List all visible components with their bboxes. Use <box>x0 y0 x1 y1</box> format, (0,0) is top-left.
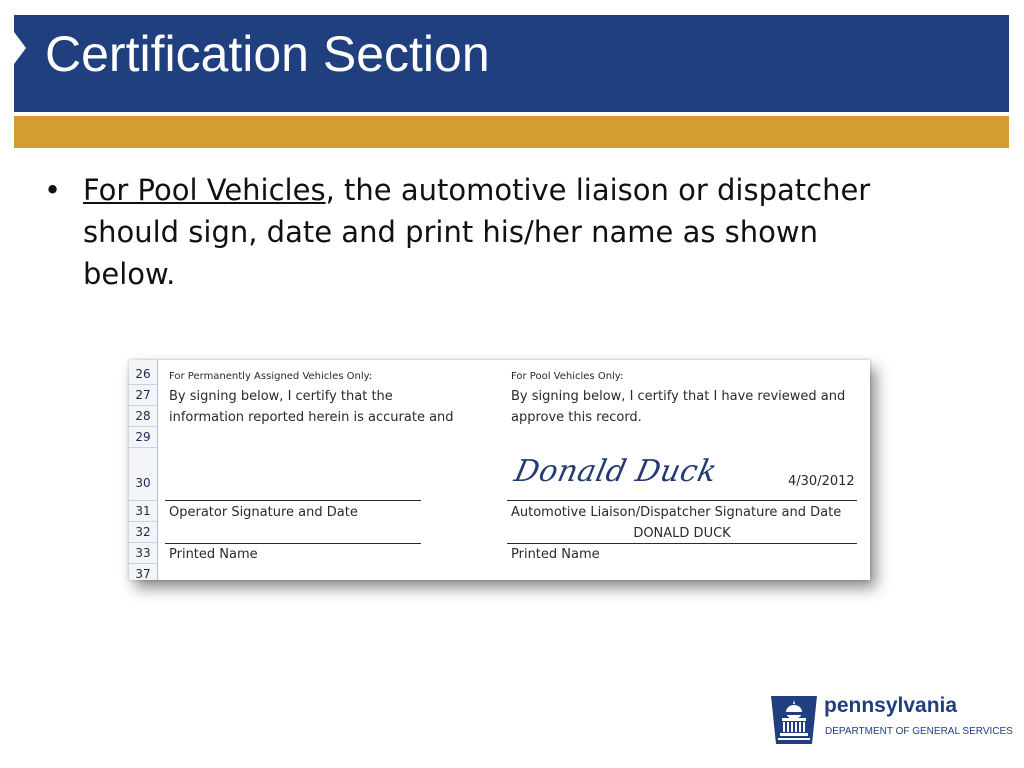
bullet-dot: • <box>44 173 62 207</box>
signature-date: 4/30/2012 <box>788 474 855 489</box>
pennsylvania-dgs-logo <box>768 690 1013 746</box>
row-number: 30 <box>129 448 157 501</box>
row-number: 29 <box>129 427 157 448</box>
title-notch <box>14 32 26 64</box>
row-number: 32 <box>129 522 157 543</box>
operator-printed-name-label: Printed Name <box>169 547 258 562</box>
left-heading: For Permanently Assigned Vehicles Only: <box>169 371 373 382</box>
operator-printed-name-line <box>165 543 421 544</box>
row-number: 28 <box>129 406 157 427</box>
liaison-signature-line <box>507 500 857 501</box>
bullet-rest: , the automotive liaison or dispatcher should sign, date and print his/her name as shown below. <box>83 173 871 291</box>
accent-bar <box>14 116 1009 148</box>
right-heading: For Pool Vehicles Only: <box>511 371 624 382</box>
logo-department: DEPARTMENT OF GENERAL SERVICES <box>825 726 1013 737</box>
bullet-item <box>44 169 874 295</box>
liaison-printed-name-label: Printed Name <box>511 547 600 562</box>
form-excerpt-image <box>129 360 870 580</box>
bullet-text <box>83 169 874 295</box>
row-number: 33 <box>129 543 157 564</box>
handwritten-signature: Donald Duck <box>511 454 721 489</box>
row-number: 26 <box>129 364 157 385</box>
row-number: 31 <box>129 501 157 522</box>
right-certify-line-1: By signing below, I certify that I have reviewed and <box>511 389 846 404</box>
logo-wordmark: pennsylvania <box>824 694 958 717</box>
operator-signature-label: Operator Signature and Date <box>169 505 358 520</box>
printed-name-value: DONALD DUCK <box>633 526 731 541</box>
liaison-printed-name-line <box>507 543 857 544</box>
left-certify-line-2: information reported herein is accurate and <box>169 410 454 425</box>
keystone-capitol-icon <box>768 690 820 744</box>
right-certify-line-2: approve this record. <box>511 410 642 425</box>
row-header-column <box>129 360 158 580</box>
left-certify-line-1: By signing below, I certify that the <box>169 389 393 404</box>
liaison-signature-label: Automotive Liaison/Dispatcher Signature and Date <box>511 505 842 520</box>
operator-signature-line <box>165 500 421 501</box>
row-number: 37 <box>135 567 151 580</box>
slide-title: Certification Section <box>45 26 490 82</box>
bullet-emphasis: For Pool Vehicles <box>83 173 326 207</box>
row-number: 27 <box>129 385 157 406</box>
